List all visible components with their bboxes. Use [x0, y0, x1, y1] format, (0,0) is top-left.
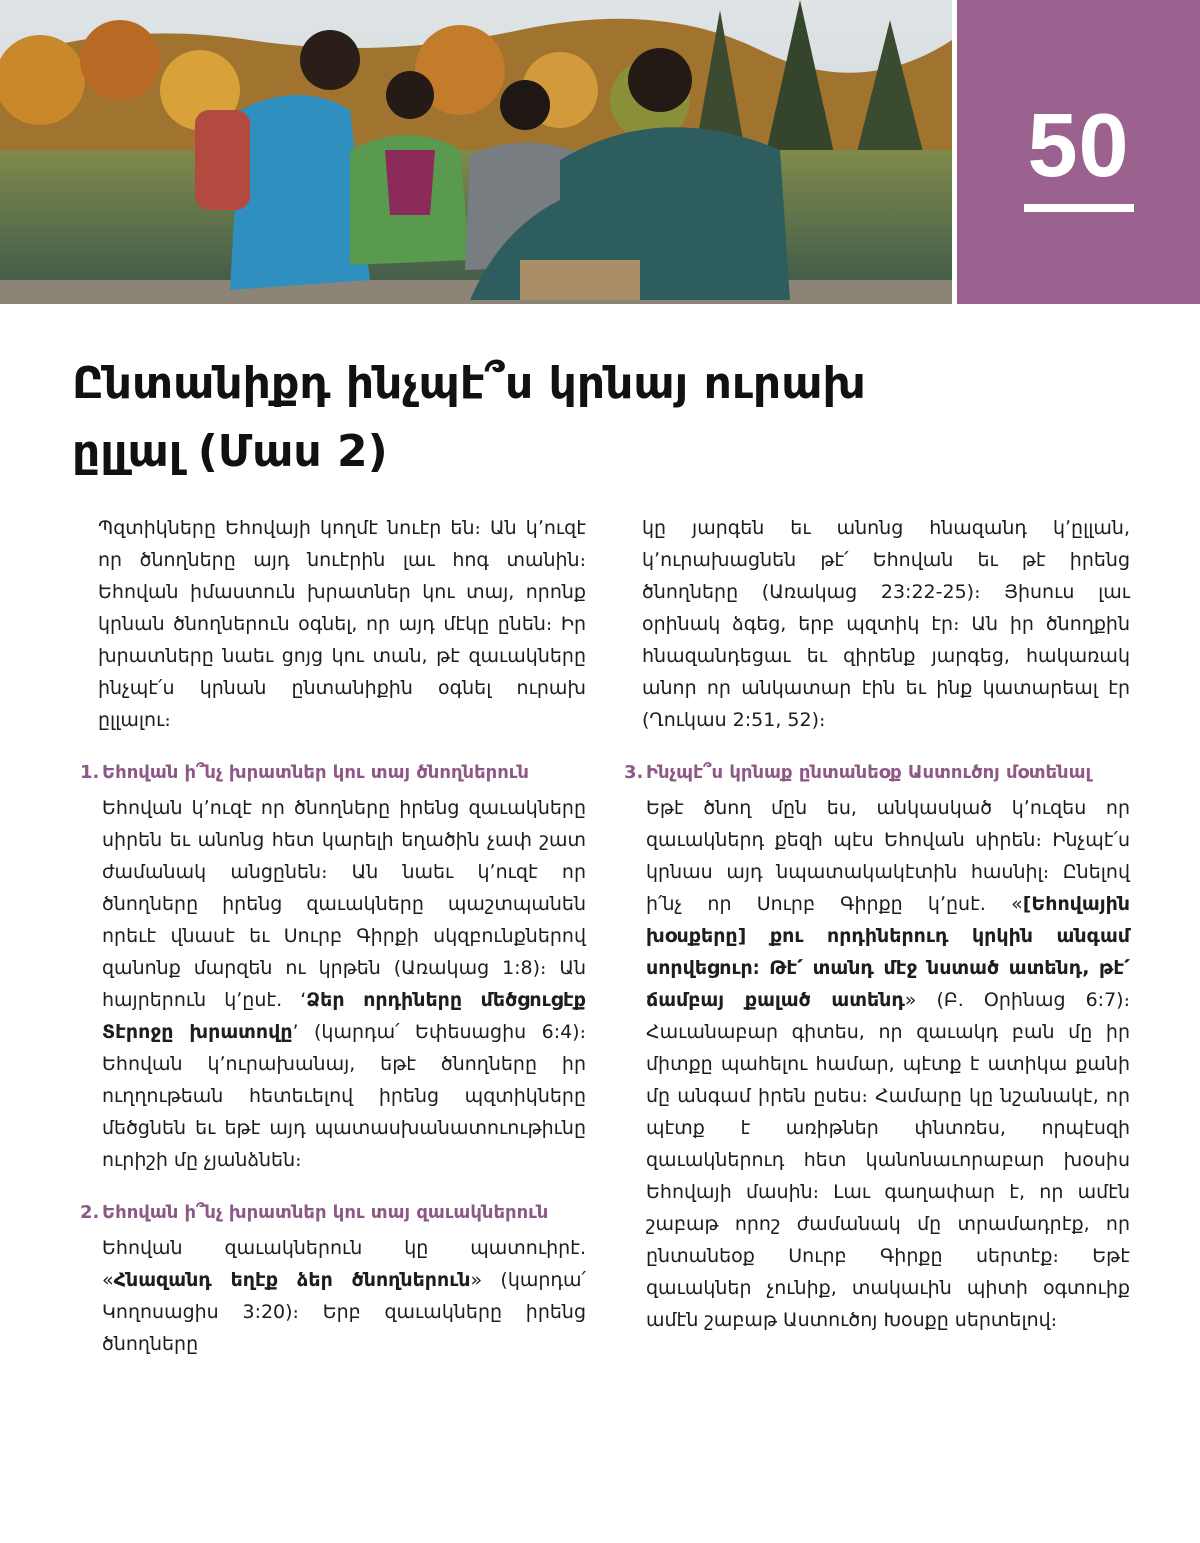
section-2-answer-part2: կը յարգեն եւ անոնց հնազանդ կ՚ըլլան, կ՚ուրախացնեն թէ՛ Եհովան եւ թէ իրենց ծնողները (Առակաց 23:22-25)։ Յիսուս լաւ օրինակ ձգեց, երբ պզտիկ էր։ Ան իր ծնողքին հնազանդեցաւ եւ զիրենք յարգեց, հակառակ անոր որ անկատար էին եւ ինք կատարեալ էր (Ղուկաս 2:51, 52)։: [642, 517, 1130, 731]
section-2-heading: [80, 1198, 586, 1228]
family-photo-icon: [0, 0, 952, 304]
lesson-number: 50: [1027, 96, 1130, 196]
hero-photo: [0, 0, 952, 304]
section-2-question: Եհովան ի՞նչ խրատներ կու տայ զաւակներուն: [102, 1202, 549, 1223]
section-1-answer: [80, 792, 586, 1176]
section-3-text: Եթէ ծնող մըն ես, անկասկած կ՚ուզես որ զաւակներդ քեզի պէս Եհովան սիրեն։ Ինչպէ՛ս կրնաս այդ նպատակակէտին հասնիլ։ Ընելով ի՛նչ որ Սուրբ Գիրքը կ՚ըսէ. «: [646, 797, 1130, 915]
section-3-question: Ինչպէ՞ս կրնաք ընտանեօք Աստուծոյ մօտենալ: [646, 762, 1092, 783]
page-title: Ընտանիքդ ինչպէ՞ս կրնայ ուրախ ըլլալ (Մաս 2): [72, 358, 866, 477]
left-column: [80, 512, 586, 1360]
section-1-text-after: ’ (կարդա՛ Եփեսացիս 6:4)։ Եհովան կ՚ուրախանայ, եթէ ծնողները իր ուղղութեան հետեւելով իրենց պզտիկները մեծցնեն եւ եթէ այդ պատասխանատուութիւնը ուրիշի մը չյանձնեն։: [102, 1021, 586, 1171]
lesson-number-underline: [1024, 204, 1134, 212]
section-1-text: Եհովան կ՚ուզէ որ ծնողները իրենց զաւակները սիրեն եւ անոնց հետ կարելի եղածին չափ շատ ժամանակ անցընեն։ Ան նաեւ կ՚ուզէ որ ծնողները իրենց զաւակները պաշտպանեն որեւէ վնասէ եւ Սուրբ Գիրքի սկզբունքներով զանոնք մարզեն ու կրթեն (Առակաց 1:8)։ Ան հայրերուն կ՚ըսէ. ‘: [102, 797, 586, 1011]
section-3-answer: [624, 792, 1130, 1336]
section-1-number: 1.: [80, 762, 100, 783]
section-2-quote: Հնազանդ եղէք ձեր ծնողներուն: [113, 1269, 471, 1291]
section-3-text-after: » (Բ. Օրինաց 6:7)։ Հաւանաբար գիտես, որ զաւակդ բան մը իր միտքը պահելու համար, պէտք է ատիկա քանի մը անգամ իրեն ըսես։ Համարը կը նշանակէ, որ պէտք է առիթներ փնտռես, որպէսզի զաւակներուդ հետ կանոնաւորաբար խօսիս Եհովայի մասին։ Լաւ գաղափար է, որ ամէն շաբաթ որոշ ժամանակ մը տրամադրէք, որ ընտանեօք Սուրբ Գիրքը սերտէք։ Եթէ զաւակներ չունիք, տակաւին պիտի օգտուիք ամէն շաբաթ Աստուծոյ Խօսքը սերտելով։: [646, 989, 1130, 1331]
section-1-question: Եհովան ի՞նչ խրատներ կու տայ ծնողներուն: [102, 762, 529, 783]
intro-paragraph: Պզտիկները Եհովայի կողմէ նուէր են։ Ան կ՚ուզէ որ ծնողները այդ նուէրին լաւ հոգ տանին։ Եհովան իմաստուն խրատներ կու տայ, որոնք կրնան ծնողներուն օգնել, որ այդ մէկը ընեն։ Իր խրատները նաեւ ցոյց կու տան, թէ զաւակները ինչպէ՛ս կրնան ընտանիքին օգնել ուրախ ըլլալու։: [98, 517, 586, 731]
section-2-number: 2.: [80, 1202, 100, 1223]
right-column: [624, 512, 1130, 1336]
section-2-text: Եհովան զաւակներուն կը պատուիրէ. «: [102, 1237, 586, 1291]
section-2-answer-part1: [80, 1232, 586, 1360]
lesson-number-box: [957, 0, 1200, 304]
section-1-quote: Ձեր որդիները մեծցուցէք Տէրոջը խրատովը: [102, 989, 586, 1043]
section-3-number: 3.: [624, 762, 644, 783]
section-1-heading: [80, 758, 586, 788]
section-3-quote: [Եհովային խօսքերը] քու որդիներուդ կրկին անգամ սորվեցուր։ Թէ՛ տանդ մէջ նստած ատենդ, թէ՛ ճամբայ քալած ատենդ: [646, 893, 1130, 1011]
section-2-text-after: » (կարդա՛ Կողոսացիս 3:20)։ Երբ զաւակները իրենց ծնողները: [102, 1269, 586, 1355]
section-3-heading: [624, 758, 1130, 788]
